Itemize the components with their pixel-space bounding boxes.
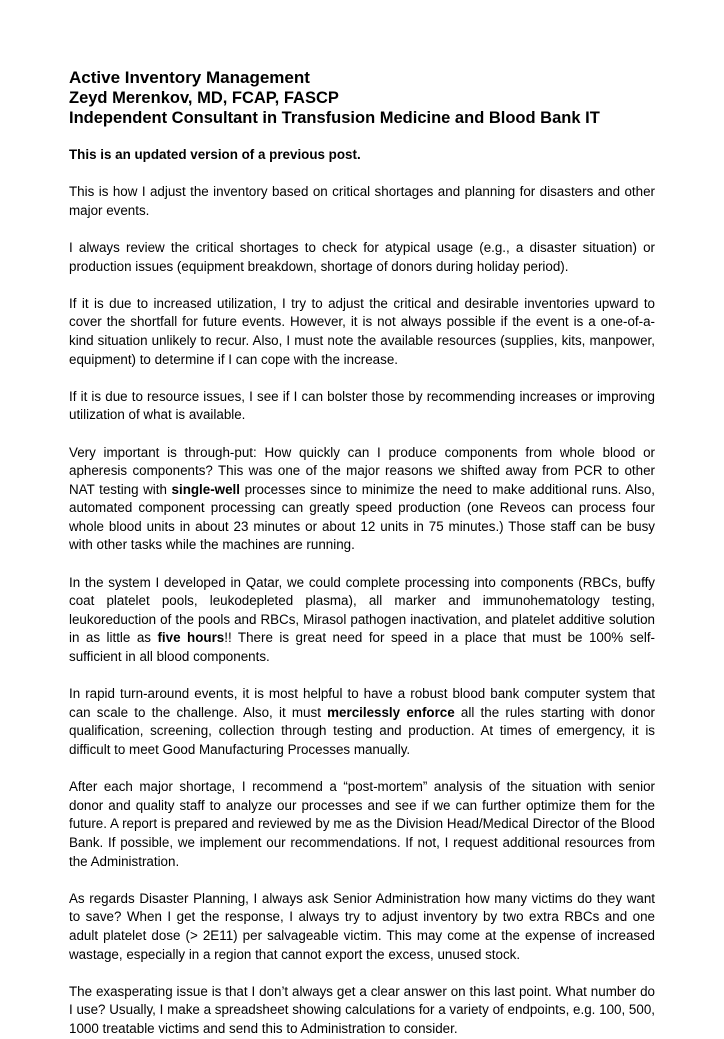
- text-segment: In rapid turn-around events, it is most helpful to have a robust blood bank computer system that can scale to the challenge. Also, it must: [69, 686, 655, 720]
- document-page: [69, 68, 655, 1039]
- title-block: [69, 68, 655, 128]
- emphasis-single-well: single-well: [171, 481, 240, 497]
- author-line: Zeyd Merenkov, MD, FCAP, FASCP: [69, 89, 339, 107]
- text-segment: processes since to minimize the need to make additional runs. Also, automated component processing can greatly speed production (one Reveos can process four whole blood units in about 23 minutes or about 12 units in 75 minutes.) Those staff can be busy with other tasks while the machines are running.: [69, 481, 655, 553]
- paragraph-post-mortem: After each major shortage, I recommend a “post-mortem” analysis of the situation with senior donor and quality staff to analyze our processes and see if we can further optimize them for the future. A report is prepared and reviewed by me as the Division Head/Medical Director of the Blood Bank. If possible, we implement our recommendations. If not, I request additional resources from the Administration.: [69, 779, 655, 869]
- emphasis-five-hours: five hours: [157, 630, 225, 646]
- paragraph-rapid-turnaround: [69, 685, 655, 759]
- paragraph-disaster-planning: As regards Disaster Planning, I always ask Senior Administration how many victims do they want to save? When I get the response, I always try to adjust inventory by two extra RBCs and one adult platelet dose (> 2E11) per salvageable victim. This may come at the expense of increased wastage, especially in a region that cannot export the excess, unused stock.: [69, 890, 655, 962]
- paragraph-throughput: [69, 444, 655, 556]
- paragraph-review-shortages: I always review the critical shortages to check for atypical usage (e.g., a disaster situation) or production issues (equipment breakdown, shortage of donors during holiday period).: [69, 239, 655, 274]
- text-segment: In the system I developed in Qatar, we could complete processing into components (RBCs, buffy coat platelet pools, leukodepleted plasma), all marker and immunohematology testing, leukoreduction of the pools and RBCs, Mirasol pathogen inactivation, and platelet additive solution in as little as: [69, 574, 655, 646]
- text-segment: Very important is through-put: How quickly can I produce components from whole blood or apheresis components? This was one of the major reasons we shifted away from PCR to other NAT testing with: [69, 444, 655, 497]
- paragraph-resource-issues: If it is due to resource issues, I see if I can bolster those by recommending increases or improving utilization of what is available.: [69, 388, 655, 423]
- update-note: This is an updated version of a previous post.: [69, 147, 361, 162]
- text-segment: !! There is great need for speed in a place that must be 100% self-sufficient in all blood components.: [69, 630, 655, 665]
- emphasis-mercilessly-enforce: mercilessly enforce: [327, 704, 455, 720]
- text-segment: all the rules starting with donor qualification, screening, collection through testing and production. At times of emergency, it is difficult to meet Good Manufacturing Processes manually.: [69, 704, 655, 757]
- paragraph-intro: This is how I adjust the inventory based on critical shortages and planning for disasters and other major events.: [69, 184, 655, 218]
- paragraph-increased-utilization: If it is due to increased utilization, I try to adjust the critical and desirable inventories upward to cover the shortfall for future events. However, it is not always possible if the event is a one-of-a-kind situation unlikely to recur. Also, I must note the available resources (supplies, kits, manpower, equipment) to determine if I can cope with the increase.: [69, 295, 655, 367]
- affiliation-line: Independent Consultant in Transfusion Medicine and Blood Bank IT: [69, 109, 600, 127]
- paragraph-qatar-system: [69, 574, 655, 667]
- paragraph-exasperating-issue: The exasperating issue is that I don’t always get a clear answer on this last point. What number do I use? Usually, I make a spreadsheet showing calculations for a variety of endpoints, e.g. 100, 500, 1000 treatable victims and send this to Administration to consider.: [69, 983, 655, 1036]
- document-title: Active Inventory Management: [69, 68, 310, 87]
